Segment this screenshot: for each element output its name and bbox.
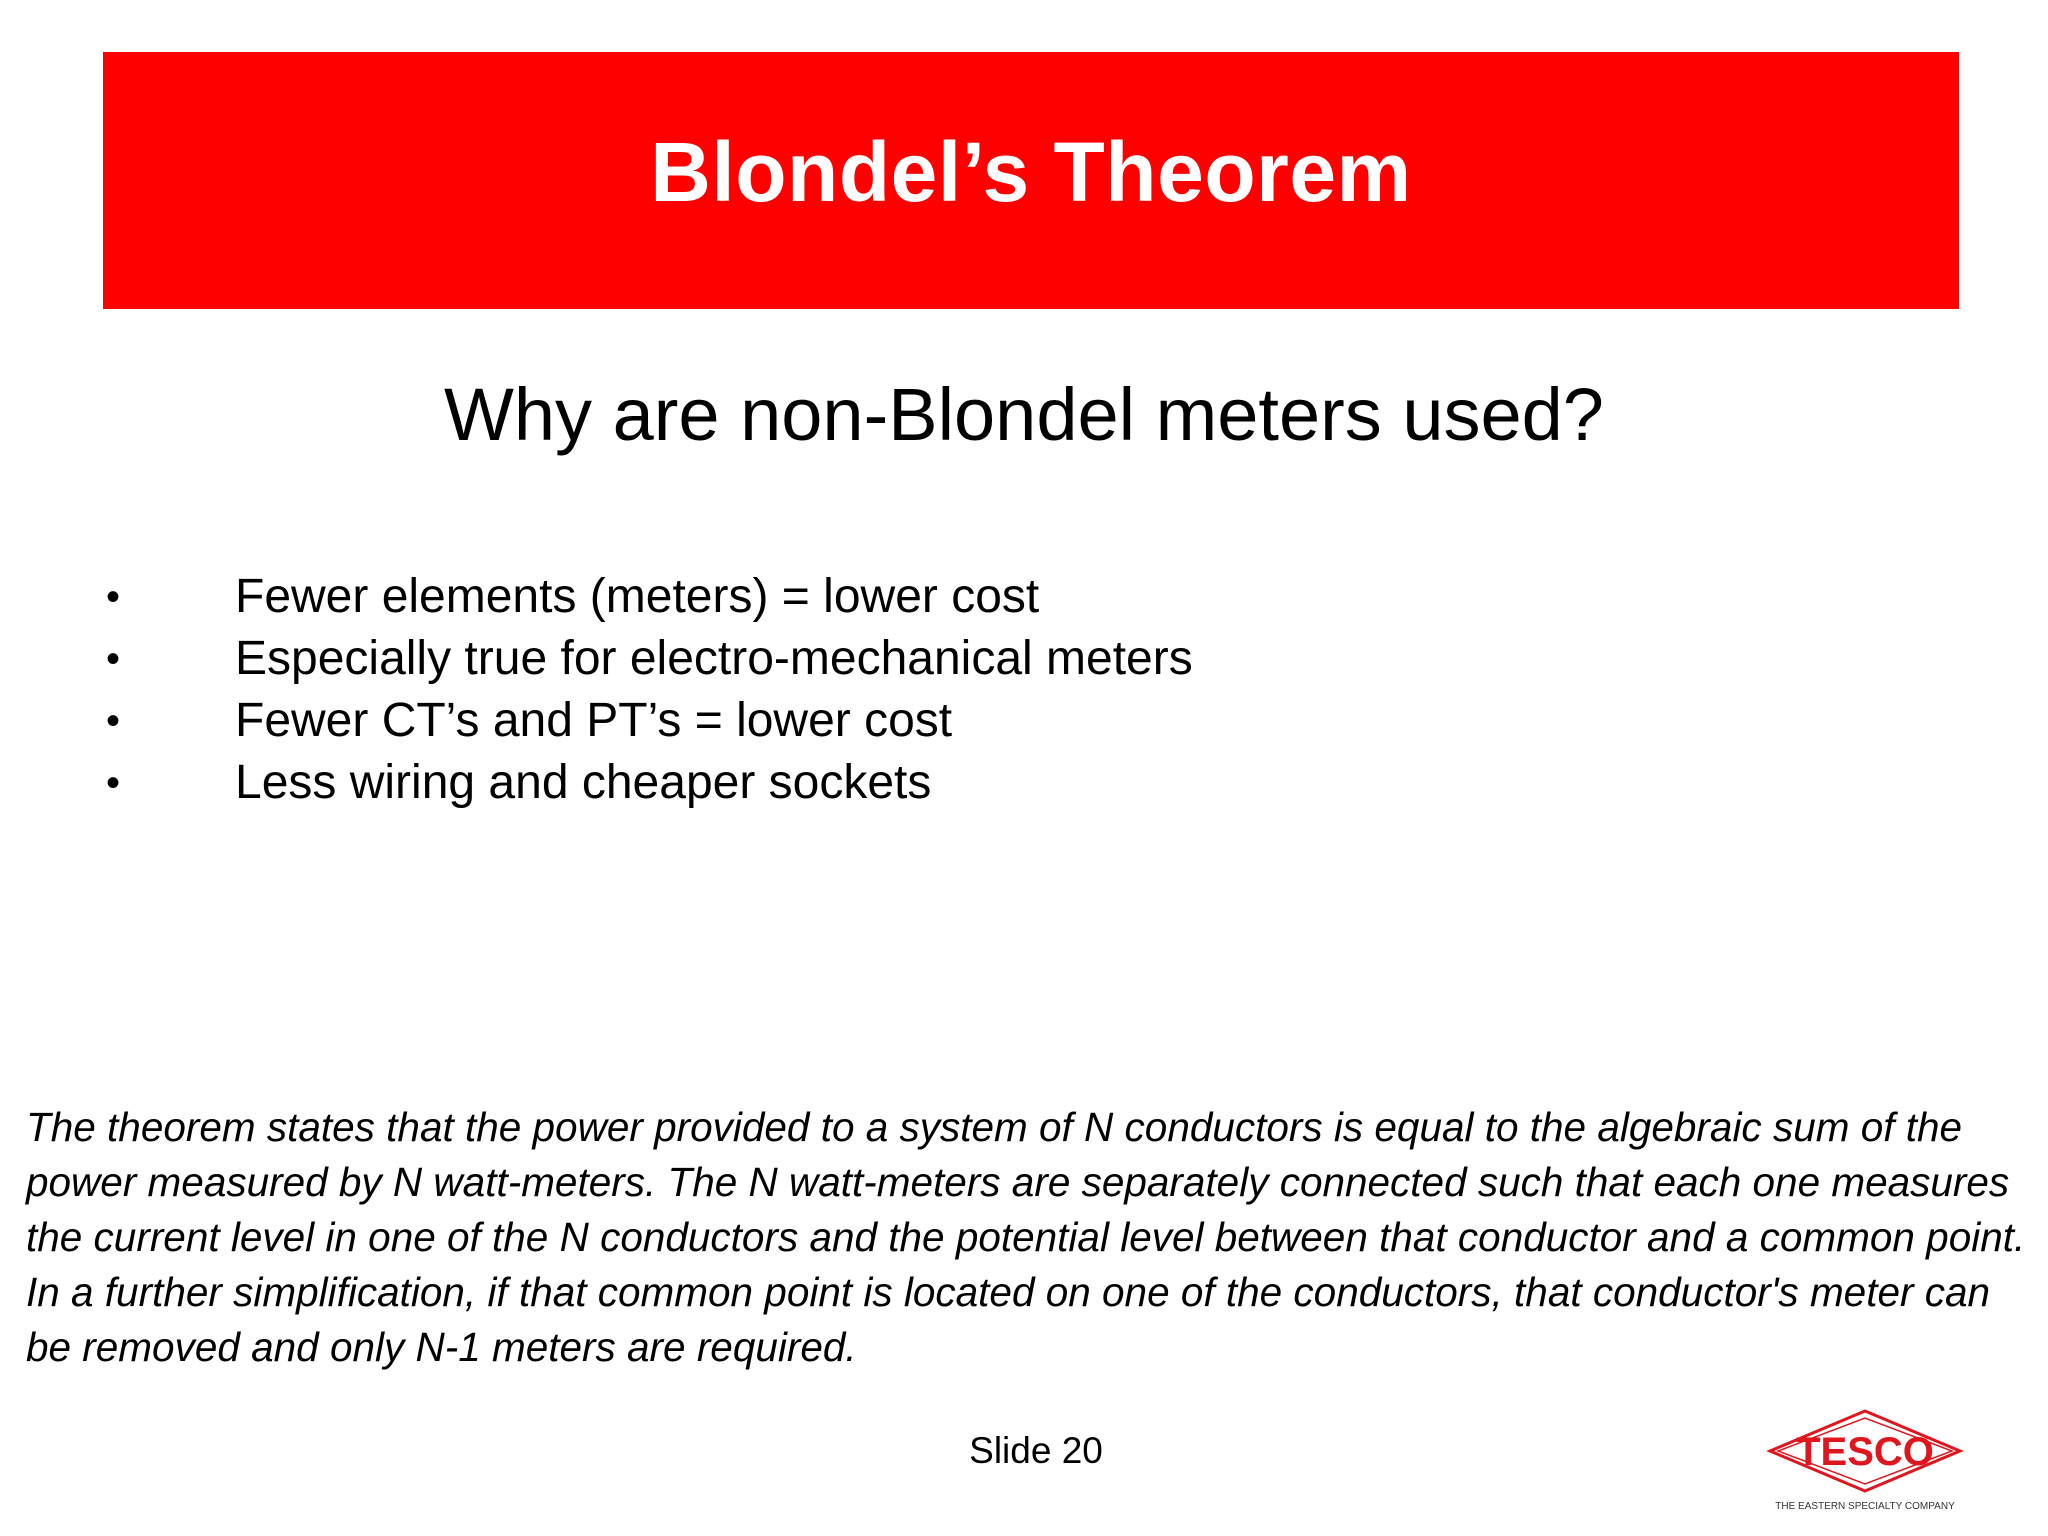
bullet-icon: •	[106, 575, 121, 619]
bullet-item	[100, 690, 1193, 752]
bullet-text: Fewer CT’s and PT’s = lower cost	[235, 694, 953, 747]
slide-title: Blondel’s Theorem	[650, 125, 1412, 219]
slide-number: Slide 20	[969, 1430, 1103, 1471]
bullet-icon: •	[106, 699, 121, 743]
bullet-text: Especially true for electro-mechanical meters	[235, 632, 1193, 685]
bullet-item	[100, 628, 1193, 690]
bullet-text: Fewer elements (meters) = lower cost	[235, 570, 1040, 623]
bullet-text: Less wiring and cheaper sockets	[235, 756, 932, 809]
bullet-item	[100, 566, 1193, 628]
theorem-note: The theorem states that the power provided to a system of N conductors is equal to the algebraic sum of the power measured by N watt-meters. The N watt-meters are separately connected such that each one measures the current level in one of the N conductors and the potential level between that conductor and a common point. In a further simplification, if that common point is located on one of the conductors, that conductor's meter can be removed and only N-1 meters are required.	[26, 1104, 2026, 1370]
bullet-list	[100, 566, 1193, 814]
slide-subtitle: Why are non-Blondel meters used?	[444, 373, 1604, 456]
logo-tagline: THE EASTERN SPECIALTY COMPANY	[1775, 1501, 1955, 1512]
bullet-item	[100, 752, 1193, 814]
title-bar	[103, 52, 1959, 309]
logo-text: TESCO	[1796, 1430, 1934, 1474]
tesco-logo-icon	[1765, 1405, 1965, 1515]
bullet-icon: •	[106, 637, 121, 681]
bullet-icon: •	[106, 761, 121, 805]
